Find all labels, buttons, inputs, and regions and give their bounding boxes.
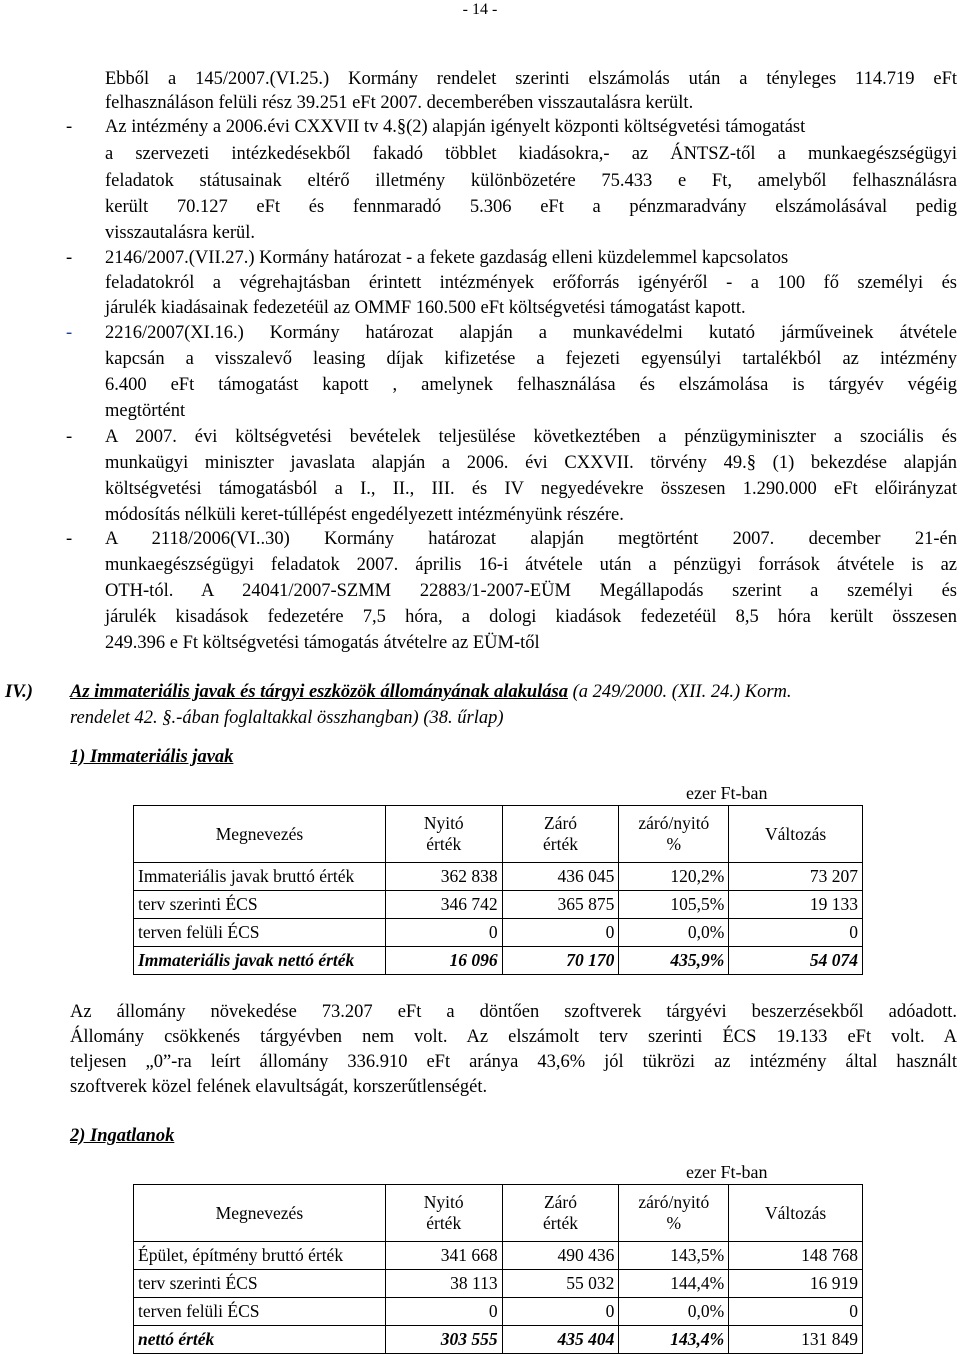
text-line: teljesen „0”-ra leírt állomány 336.910 eFt aránya 43,6% jól tükrözi az intézmény által használt [70,1052,957,1072]
col-header-opening: Nyitó érték [385,806,502,863]
cell-change: 54 074 [729,947,863,975]
cell-ratio: 144,4% [619,1270,729,1298]
cell-closing: 436 045 [502,863,619,891]
cell-closing: 435 404 [502,1326,619,1354]
text-line: munkaügyi miniszter javaslata alapján a 2006. évi CXXVII. törvény 49.§ (1) bekezdése alapján [105,453,957,473]
text-line: 6.400 eFt támogatást kapott , amelynek felhasználása és elszámolása is tárgyév végéig [105,375,957,395]
cell-ratio: 0,0% [619,1298,729,1326]
text-line: A 2118/2006(VI..30) Kormány határozat alapján megtörtént 2007. december 21-én [105,529,957,549]
unit-label: ezer Ft-ban [686,1162,768,1182]
cell-change: 19 133 [729,891,863,919]
table-row-total [134,1326,863,1354]
col-header-ratio: záró/nyitó % [619,1185,729,1242]
cell-closing: 365 875 [502,891,619,919]
real-estate-table [133,1184,863,1354]
table-row [134,891,863,919]
text-line: Állomány csökkenés tárgyévben nem volt. Az elszámolt terv szerinti ÉCS 19.133 eFt volt. A [70,1027,957,1047]
row-label: terv szerinti ÉCS [134,1270,386,1298]
text-line: OTH-tól. A 24041/2007-SZMM 22883/1-2007-EÜM Megállapodás szerint a személyi és [105,581,957,601]
section-title-bold: Az immateriális javak és tárgyi eszközök állományának alakulása [70,682,568,702]
text-line: munkaegészségügyi feladatok 2007. április 16-i átvétele után a pénzügyi források átvétele is az [105,555,957,575]
cell-closing: 0 [502,1298,619,1326]
table-row [134,1270,863,1298]
row-label: Immateriális javak bruttó érték [134,863,386,891]
cell-ratio: 120,2% [619,863,729,891]
cell-closing: 70 170 [502,947,619,975]
text-line: szoftverek közel felének elavultságát, korszerűtlenségét. [70,1077,488,1097]
col-header-name: Megnevezés [134,806,386,863]
cell-opening: 303 555 [385,1326,502,1354]
cell-opening: 362 838 [385,863,502,891]
cell-change: 131 849 [729,1326,863,1354]
cell-opening: 38 113 [385,1270,502,1298]
section-title [70,680,792,704]
text-line: A 2007. évi költségvetési bevételek teljesülése következtében a pénzügyminiszter a szociális és [105,427,957,447]
bullet-dash: - [66,117,73,137]
cell-change: 0 [729,919,863,947]
section-title-rest: (a 249/2000. (XII. 24.) Korm. [568,682,792,702]
col-header-change: Változás [729,1185,863,1242]
unit-label: ezer Ft-ban [686,783,768,803]
col-header-name: Megnevezés [134,1185,386,1242]
col-header-ratio: záró/nyitó % [619,806,729,863]
table-row [134,919,863,947]
text-line: kapcsán a visszalevő leasing díjak kifizetése a fejezeti egyensúlyi tartalékból az intézmény [105,349,957,369]
row-label: terven felüli ÉCS [134,1298,386,1326]
cell-opening: 346 742 [385,891,502,919]
section-number: IV.) [5,682,33,702]
text-line: a szervezeti intézkedésekből fakadó többlet kiadásokra,- az ÁNTSZ-től a munkaegészségügyi [105,144,957,164]
section-title-line2: rendelet 42. §.-ában foglaltakkal összhangban) (38. űrlap) [70,708,504,728]
col-header-opening: Nyitó érték [385,1185,502,1242]
cell-ratio: 0,0% [619,919,729,947]
table-row [134,1298,863,1326]
text-line: költségvetési támogatásból a I., II., III. és IV negyedévekre összesen 1.290.000 eFt előirányzat [105,479,957,499]
table-row [134,863,863,891]
col-header-closing: Záró érték [502,806,619,863]
row-label: Immateriális javak nettó érték [134,947,386,975]
row-label: nettó érték [134,1326,386,1354]
text-line: Ebből a 145/2007.(VI.25.) Kormány rendelet szerinti elszámolás után a tényleges 114.719 eFt [105,69,957,89]
subsection-title-immaterial: 1) Immateriális javak [70,747,234,767]
text-line: járulék kisadások fedezetére 7,5 hóra, a dologi kiadások fedezetéül 8,5 hóra került összesen [105,607,957,627]
text-line: visszautalásra kerül. [105,223,255,243]
cell-ratio: 143,5% [619,1242,729,1270]
text-line: megtörtént [105,401,186,421]
paragraph-line [105,67,957,91]
text-line: került 70.127 eFt és fennmaradó 5.306 eFt a pénzmaradvány elszámolásával pedig [105,197,957,217]
text-line: 249.396 e Ft költségvetési támogatás átvételre az EÜM-től [105,633,540,653]
text-line: 2146/2007.(VII.27.) Kormány határozat - a fekete gazdaság elleni küzdelemmel kapcsolatos [105,248,789,268]
bullet-dash: - [66,323,73,343]
cell-opening: 0 [385,919,502,947]
cell-ratio: 143,4% [619,1326,729,1354]
row-label: terv szerinti ÉCS [134,891,386,919]
cell-closing: 0 [502,919,619,947]
cell-closing: 55 032 [502,1270,619,1298]
text-line: módosítás nélküli keret-túllépést engedélyezett intézményünk részére. [105,505,624,525]
text-line: feladatok státusainak eltérő illetmény különbözetére 75.433 e Ft, amelyből felhasználásra [105,171,957,191]
text-line: feladatokról a végrehajtásban érintett intézmények erőforrás igényéről - a 100 fő személyi és [105,273,957,293]
bullet-dash: - [66,427,73,447]
cell-opening: 341 668 [385,1242,502,1270]
col-header-change: Változás [729,806,863,863]
cell-ratio: 435,9% [619,947,729,975]
table-header-row [134,806,863,863]
text-line: 2216/2007(XI.16.) Kormány határozat alapján a munkavédelmi kutató járműveinek átvétele [105,323,957,343]
cell-change: 148 768 [729,1242,863,1270]
cell-change: 16 919 [729,1270,863,1298]
table-row-total [134,947,863,975]
row-label: Épület, építmény bruttó érték [134,1242,386,1270]
subsection-title-real-estate: 2) Ingatlanok [70,1126,175,1146]
cell-opening: 16 096 [385,947,502,975]
cell-opening: 0 [385,1298,502,1326]
immaterial-table [133,805,863,975]
text-line: felhasználáson felüli rész 39.251 eFt 2007. decemberében visszautalásra került. [105,93,694,113]
bullet-dash: - [66,529,73,549]
cell-change: 0 [729,1298,863,1326]
text-line: Az intézmény a 2006.évi CXXVII tv 4.§(2) alapján igényelt központi költségvetési támogatást [105,117,806,137]
col-header-closing: Záró érték [502,1185,619,1242]
bullet-dash: - [66,248,73,268]
cell-ratio: 105,5% [619,891,729,919]
cell-closing: 490 436 [502,1242,619,1270]
row-label: terven felüli ÉCS [134,919,386,947]
table-header-row [134,1185,863,1242]
cell-change: 73 207 [729,863,863,891]
page-number: - 14 - [462,1,498,18]
text-line: Az állomány növekedése 73.207 eFt a döntően szoftverek tárgyévi beszerzésekből adóadott. [70,1002,957,1022]
text-line: járulék kiadásainak fedezetéül az OMMF 160.500 eFt költségvetési támogatást kapott. [105,298,746,318]
table-row [134,1242,863,1270]
